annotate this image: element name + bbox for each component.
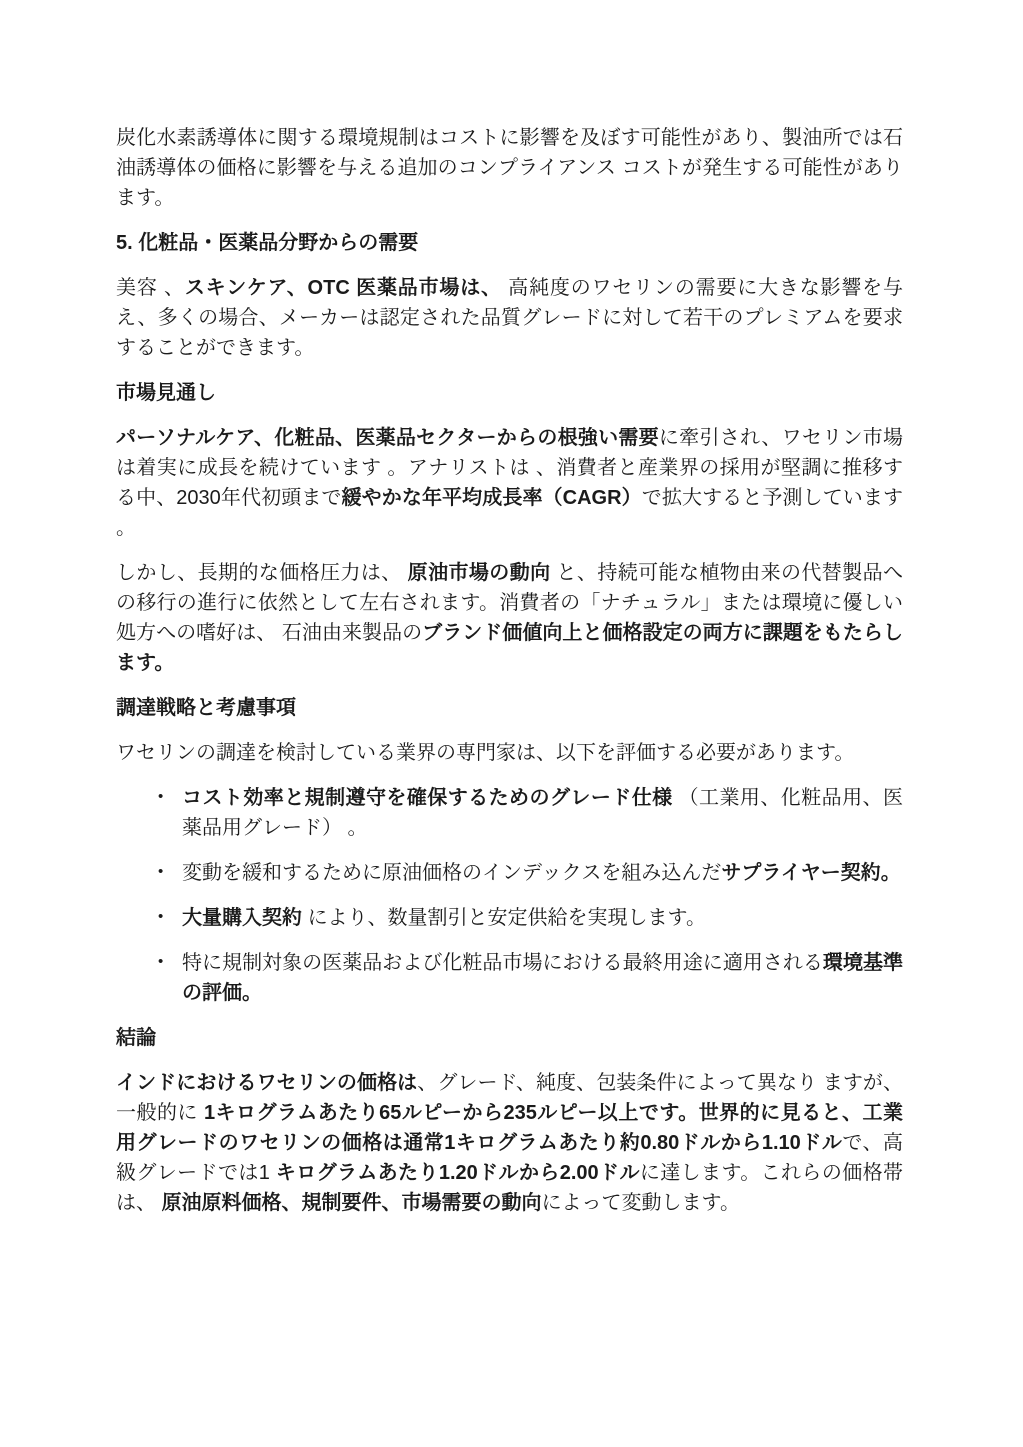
bullet-icon: • <box>158 788 164 805</box>
text-run: により、数量割引と安定供給を実現します。 <box>307 907 706 929</box>
text-run: コスト効率と規制遵守を確保するためのグレード仕様 <box>182 787 673 809</box>
text-run: に牽引され、ワセリン市場は着実に成長を続けています 。アナリストは 、消費者と産業界の採用が堅調に推移する中、2030年代初頭まで <box>116 427 903 509</box>
text-run: 原油原料価格、規制要件、市場需要の動向 <box>161 1192 542 1214</box>
text-run: 美容 、 <box>116 277 185 299</box>
text-run: しかし、長期的な価格圧力は、 <box>116 562 408 584</box>
text-run: インドにおけるワセリンの価格は <box>116 1072 418 1094</box>
paragraph <box>116 273 903 363</box>
text-run: 1キログラムあたり65ルピーから235ルピー以上です。世界的に見ると、工業用グレードのワセリンの価格は通常1キログラムあたり約0.80ドルから1.10ドル <box>116 1102 903 1154</box>
section-heading <box>116 378 903 408</box>
text-run: スキンケア、OTC 医薬品市場は、 <box>184 277 502 299</box>
text-run: によって変動します。 <box>541 1192 740 1214</box>
bullet-item <box>116 858 903 888</box>
text-run: と、持続可能な植物由来の代替製品への移行の進行に依然として左右されます。消費者の「ナチュラル」または環境に優しい処方への嗜好は、 石油由来製品の <box>116 562 904 644</box>
text-run: で拡大すると予測しています 。 <box>116 487 904 539</box>
text-run: 調達戦略と考慮事項 <box>116 697 296 719</box>
paragraph <box>116 558 903 678</box>
section-heading <box>116 228 903 258</box>
paragraph <box>116 1068 903 1218</box>
text-run: サプライヤー契約。 <box>721 862 901 884</box>
bullet-icon: • <box>158 953 164 970</box>
text-run: 5. 化粧品・医薬品分野からの需要 <box>116 232 419 254</box>
text-run: 環境基準の評価。 <box>182 952 904 1004</box>
text-run: ワセリンの調達を検討している業界の専門家は、以下を評価する必要があります。 <box>116 742 855 764</box>
bullet-icon: • <box>158 908 164 925</box>
text-run: 市場見通し <box>116 382 216 404</box>
text-run: 原油市場の動向 <box>407 562 557 584</box>
text-run: に達します。これらの価格帯は、 <box>116 1162 904 1214</box>
text-run: キログラムあたり1.20ドルから2.00ドル <box>275 1162 640 1184</box>
text-run: 緩やかな年平均成長率（CAGR） <box>341 487 642 509</box>
paragraph <box>116 738 903 768</box>
text-run: 結論 <box>116 1027 156 1049</box>
document-content <box>116 123 903 1218</box>
bullet-item <box>116 783 903 843</box>
section-heading <box>116 693 903 723</box>
text-run: パーソナルケア、化粧品、医薬品セクターからの根強い需要 <box>116 427 659 449</box>
paragraph <box>116 123 903 213</box>
paragraph <box>116 423 903 543</box>
text-run: 特に規制対象の医薬品および化粧品市場における最終用途に適用される <box>182 952 823 974</box>
bullet-item <box>116 903 903 933</box>
bullet-icon: • <box>158 863 164 880</box>
text-run: で、高級グレードでは1 <box>116 1132 903 1184</box>
section-heading <box>116 1023 903 1053</box>
text-run: 変動を緩和するために原油価格のインデックスを組み込んだ <box>182 862 722 884</box>
text-run: 、グレード、純度、包装条件によって異なり ますが、一般的に <box>116 1072 903 1124</box>
text-run: 炭化水素誘導体に関する環境規制はコストに影響を及ぼす可能性があり、製油所では石油誘導体の価格に影響を与える追加のコンプライアンス コストが発生する可能性があります。 <box>116 127 903 209</box>
text-run: ブランド価値向上と価格設定の両方に課題をもたらします。 <box>116 622 904 674</box>
bullet-item <box>116 948 903 1008</box>
text-run: 高純度のワセリンの需要に大きな影響を与え、多くの場合、メーカーは認定された品質グレードに対して若干のプレミアムを要求することができます。 <box>116 277 904 359</box>
text-run: （工業用、化粧品用、医薬品用グレード） 。 <box>182 787 904 839</box>
text-run: 大量購入契約 <box>182 907 308 929</box>
